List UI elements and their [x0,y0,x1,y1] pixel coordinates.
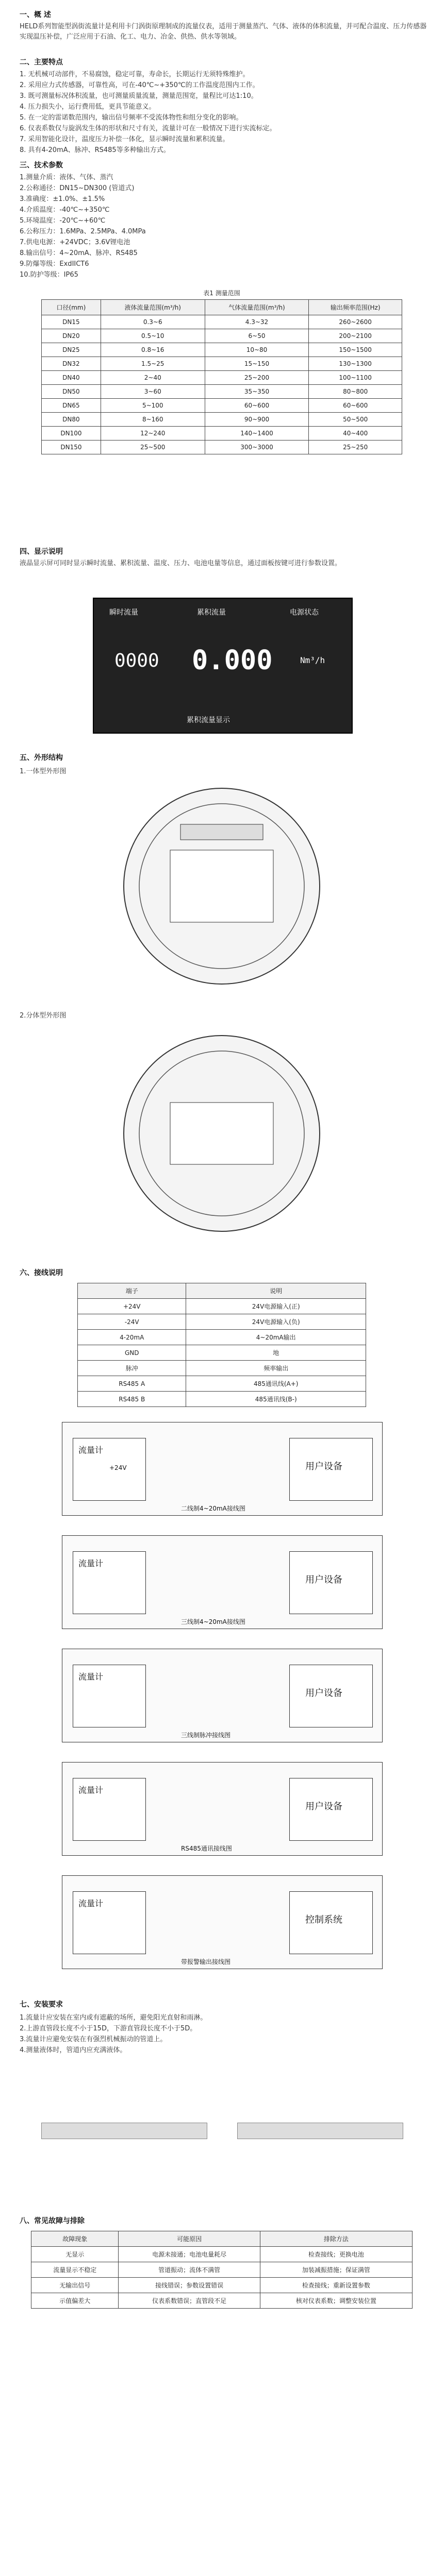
lcd-unit-main: Nm³/h [300,655,325,665]
table-cell: 300~3000 [205,440,309,454]
table-cell: 仪表系数错误；直管段不足 [119,2293,260,2309]
flowmeter-box-2 [73,1551,146,1614]
user-equip-label-4: 用户设备 [305,1801,342,1812]
table-cell: RS485 A [78,1376,186,1392]
table-cell: 1.5~25 [101,357,205,371]
table-cell: 24V电源输入(负) [186,1314,366,1330]
table-cell: 24V电源输入(正) [186,1299,366,1314]
table-cell: 核对仪表系数；调整安装位置 [260,2293,412,2309]
feature-item: 3. 既可测量标况体积流量，也可测量质量流量，测量范围宽，量程比可达1:10。 [20,92,258,100]
table-cell: 485通讯线(A+) [186,1376,366,1392]
wiring-diagram-4 [62,1762,383,1856]
user-equipment-box-2 [289,1551,373,1614]
wiring-caption-5: 带报警输出接线图 [181,1958,231,1965]
trouble-table [31,2231,413,2309]
wiring-caption-3: 三线制脉冲接线图 [181,1732,231,1739]
trouble-table-row [31,2247,413,2262]
param-item: 2.公称通径：DN15~DN300 (管道式) [20,184,135,192]
feature-item: 1. 无机械可动部件，不易腐蚀，稳定可靠，寿命长，长期运行无须特殊维护。 [20,71,250,78]
table-cell: 0.5~10 [101,329,205,343]
feature-item: 7. 采用智能化设计，温度压力补偿一体化，显示瞬时流量和累积流量。 [20,135,229,143]
table-header-cell: 排除方法 [260,2231,412,2247]
lcd-value-total: 0000 [114,650,159,671]
flow-range-table [41,289,402,454]
table-cell: 60~600 [309,399,402,413]
flowmeter-box [73,1438,146,1501]
table-cell: 检查接线；重新设置参数 [260,2278,412,2293]
table-cell: DN100 [42,427,101,440]
flow-table-row [42,427,402,440]
user-equipment-box-3 [289,1665,373,1727]
param-item: 10.防护等级：IP65 [20,271,78,279]
table-cell: DN65 [42,399,101,413]
user-equip-label: 用户设备 [305,1461,342,1472]
install-item: 1.流量计应安装在室内或有遮蔽的场所，避免阳光直射和雨淋。 [20,2014,207,2022]
flowmeter-label-4: 流量计 [78,1785,104,1795]
wiring-diagram-3 [62,1649,383,1742]
user-equipment-box-4 [289,1778,373,1841]
flow-table-row [42,440,402,454]
overview-title: 一、概 述 [20,11,51,19]
install-title: 七、安装要求 [20,2001,63,2009]
flowmeter-label-5: 流量计 [78,1899,104,1908]
table-cell: 频率输出 [186,1361,366,1376]
flowmeter-box-3 [73,1665,146,1727]
table-cell: RS485 B [78,1392,186,1407]
wiring-caption-1: 二线制4~20mA接线图 [181,1505,245,1512]
table-cell: 90~900 [205,413,309,427]
table-cell: 电源未接通；电池电量耗尽 [119,2247,260,2262]
table-cell: 40~400 [309,427,402,440]
terminal-table-row [78,1361,366,1376]
install-item: 4.测量液体时，管道内应充满液体。 [20,2046,127,2054]
user-equipment-box [289,1438,373,1501]
table-cell: 检查接线；更换电池 [260,2247,412,2262]
terminal-table-row [78,1392,366,1407]
table-cell: 140~1400 [205,427,309,440]
install-item: 2.上游直管段长度不小于15D，下游直管段长度不小于5D。 [20,2025,197,2032]
table-cell: 管道振动；流体不满管 [119,2262,260,2278]
table-header-cell: 液体流量范围(m³/h) [101,300,205,315]
table-cell: 8~160 [101,413,205,427]
table-cell: 485通讯线(B-) [186,1392,366,1407]
table-cell: 示值偏差大 [31,2293,119,2309]
table-cell: 4~20mA输出 [186,1330,366,1345]
struct-sub2: 2.分体型外形图 [20,1012,67,1020]
v24-label: +24V [109,1464,127,1471]
table-cell: 5~100 [101,399,205,413]
table-cell: 100~1100 [309,371,402,385]
table-cell: 15~150 [205,357,309,371]
trouble-title: 八、常见故障与排除 [20,2217,85,2225]
param-item: 9.防爆等级：ExdIICT6 [20,260,89,268]
lcd-top-left: 瞬时流量 [109,608,138,617]
table-cell: 80~800 [309,385,402,399]
user-equip-label-2: 用户设备 [305,1574,342,1585]
table-cell: 10~80 [205,343,309,357]
table-cell: 130~1300 [309,357,402,371]
trouble-table-row [31,2262,413,2278]
table-cell: +24V [78,1299,186,1314]
table-cell: GND [78,1345,186,1361]
lcd-display [93,598,353,734]
lcd-bottom: 累积流量显示 [187,716,230,724]
flow-table-row [42,315,402,329]
control-system-box [289,1891,373,1954]
flowmeter-label-3: 流量计 [78,1672,104,1682]
table-cell: 4-20mA [78,1330,186,1345]
wiring-title: 六、接线说明 [20,1269,63,1277]
flow-table-row [42,385,402,399]
table-cell: DN80 [42,413,101,427]
table-cell: 地 [186,1345,366,1361]
table-cell: 无显示 [31,2247,119,2262]
ctrl-label: 控制系统 [305,1914,342,1925]
table-cell: 200~2100 [309,329,402,343]
feature-item: 8. 具有4-20mA、脉冲、RS485等多种输出方式。 [20,146,170,154]
flowmeter-box-4 [73,1778,146,1841]
feature-item: 6. 仪表系数仅与旋涡发生体的形状和尺寸有关，流量计可在一般情况下进行实流标定。 [20,125,276,132]
table-cell: 3~60 [101,385,205,399]
table-cell: 流量显示不稳定 [31,2262,119,2278]
table-cell: 25~250 [309,440,402,454]
wiring-caption-2: 三线制4~20mA接线图 [181,1618,245,1625]
table-cell: -24V [78,1314,186,1330]
param-item: 7.供电电源：+24VDC；3.6V锂电池 [20,239,130,246]
params-title: 三、技术参数 [20,161,63,170]
trouble-table-row [31,2278,413,2293]
pipe-illustration-1 [41,2123,207,2139]
wiring-diagram-1 [62,1422,383,1516]
table-header-cell: 可能原因 [119,2231,260,2247]
features-title: 二、主要特点 [20,58,63,66]
table-header-cell: 故障现象 [31,2231,119,2247]
table-cell: 0.8~16 [101,343,205,357]
terminal-table-row [78,1376,366,1392]
table-cell: 25~200 [205,371,309,385]
lcd-top-mid: 累积流量 [197,608,226,617]
table-cell: 加装减振措施；保证满管 [260,2262,412,2278]
wiring-caption-4: RS485通讯接线图 [181,1845,232,1852]
lcd-top-right: 电源状态 [290,608,319,617]
param-item: 4.介质温度：-40℃~+350℃ [20,206,110,214]
flow-table-row [42,413,402,427]
install-item: 3.流量计应避免安装在有强烈机械振动的管道上。 [20,2036,167,2043]
table-cell: DN15 [42,315,101,329]
table-cell: 25~500 [101,440,205,454]
overview-text: HELD系列智能型涡街流量计是利用卡门涡街原理制成的流量仪表，适用于测量蒸汽、气体、液体的体积流量，并可配合温度、压力传感器实现温压补偿，广泛应用于石油、化工、电力、冶金、供热、供水等领域。 [20,23,427,41]
user-equip-label-3: 用户设备 [305,1688,342,1699]
flowmeter-box-5 [73,1891,146,1954]
param-item: 8.输出信号：4~20mA、脉冲、RS485 [20,249,138,257]
struct-title: 五、外形结构 [20,754,63,762]
table-cell: 150~1500 [309,343,402,357]
table-cell: DN150 [42,440,101,454]
table-cell: 接线错误；参数设置错误 [119,2278,260,2293]
terminal-table-row [78,1299,366,1314]
trouble-table-row [31,2293,413,2309]
feature-item: 2. 采用应力式传感器，可靠性高，可在-40℃~+350℃的工作温度范围内工作。 [20,81,259,89]
wiring-diagram-5 [62,1875,383,1969]
table-cell: 60~600 [205,399,309,413]
table-cell: DN32 [42,357,101,371]
table-header-cell: 输出频率范围(Hz) [309,300,402,315]
table-cell: DN40 [42,371,101,385]
table-cell: 12~240 [101,427,205,440]
param-item: 6.公称压力：1.6MPa、2.5MPa、4.0MPa [20,228,146,235]
terminal-table-row [78,1330,366,1345]
flow-table-row [42,357,402,371]
flowmeter-label: 流量计 [78,1445,104,1455]
flow-table-title: 表1 测量范围 [203,290,240,297]
integral-outline-drawing [93,778,351,994]
param-item: 5.环境温度：-20℃~+60℃ [20,217,106,225]
table-cell: DN25 [42,343,101,357]
lcd-value-main: 0.000 [192,645,273,676]
flow-table-row [42,329,402,343]
param-item: 1.测量介质：液体、气体、蒸汽 [20,174,113,181]
terminal-table [77,1283,366,1407]
terminal-table-row [78,1314,366,1330]
table-cell: DN50 [42,385,101,399]
table-cell: 0.3~6 [101,315,205,329]
flowmeter-label-2: 流量计 [78,1558,104,1568]
table-cell: 脉冲 [78,1361,186,1376]
table-cell: 6~50 [205,329,309,343]
feature-item: 4. 压力损失小，运行费用低，更具节能意义。 [20,103,156,111]
param-item: 3.准确度：±1.0%、±1.5% [20,195,105,203]
table-header-cell: 气体流量范围(m³/h) [205,300,309,315]
display-title: 四、显示说明 [20,548,63,556]
terminal-table-row [78,1345,366,1361]
flow-table-row [42,343,402,357]
flow-table-row [42,399,402,413]
struct-subtitle: 1.一体型外形图 [20,768,67,775]
table-header-cell: 口径(mm) [42,300,101,315]
wiring-diagram-2 [62,1535,383,1629]
display-text: 液晶显示屏可同时显示瞬时流量、累积流量、温度、压力、电池电量等信息，通过面板按键可进行参数设置。 [20,560,342,567]
table-cell: 35~350 [205,385,309,399]
table-cell: 2~40 [101,371,205,385]
table-cell: 260~2600 [309,315,402,329]
split-outline-drawing [93,1025,351,1242]
install-illustrations [41,2071,402,2184]
table-cell: 无输出信号 [31,2278,119,2293]
pipe-illustration-2 [237,2123,403,2139]
table-cell: 50~500 [309,413,402,427]
feature-item: 5. 在一定的雷诺数范围内，输出信号频率不受流体物性和组分变化的影响。 [20,114,243,122]
table-header-cell: 说明 [186,1283,366,1299]
table-cell: DN20 [42,329,101,343]
table-cell: 4.3~32 [205,315,309,329]
table-header-cell: 端子 [78,1283,186,1299]
flow-table-row [42,371,402,385]
